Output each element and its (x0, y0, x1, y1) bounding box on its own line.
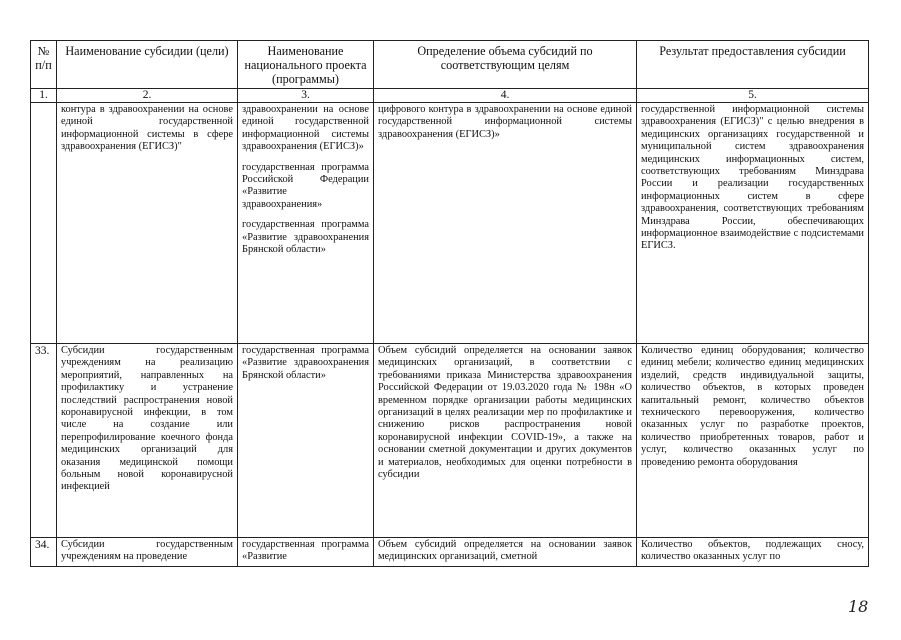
table-row (31, 538, 869, 567)
header-num: № п/п (31, 41, 57, 89)
project-cell (238, 344, 374, 538)
column-number: 2. (57, 89, 238, 103)
document-sheet (30, 40, 868, 567)
project-paragraph: государственная программа «Развитие (242, 539, 369, 563)
header-row (31, 41, 869, 89)
result-cell: Количество объектов, подлежащих сносу, количество оказанных услуг по (637, 538, 869, 567)
column-number: 1. (31, 89, 57, 103)
project-paragraph: государственная программа «Развитие здравоохранения Брянской области» (242, 219, 369, 256)
subsidy-name-cell: Субсидии государственным учреждениям на реализацию мероприятий, направленных на профилактику и устранение последствий распространения новой коронавирусной инфекции, в том числе на создание или перепрофилирование коечного фонда медицинских организаций для оказания медицинской помощи больным новой коронавирусной инфекцией (57, 344, 238, 538)
row-number: 34. (31, 538, 57, 567)
volume-cell: цифрового контура в здравоохранении на основе единой государственной информационной системы здравоохранения (ЕГИСЗ)» (374, 103, 637, 344)
column-number: 4. (374, 89, 637, 103)
project-paragraph: здравоохранении на основе единой государственной информационной системы здравоохранения (ЕГИСЗ)» (242, 104, 369, 153)
volume-cell: Объем субсидий определяется на основании заявок медицинских организаций, в соответствии с требованиями приказа Министерства здравоохранения Российской Федерации от 19.03.2020 года № 198н «О временном порядке организации работы медицинских организаций в целях реализации мер по профилактике и снижению рисков распространения новой коронавирусной инфекции COVID-19», а также на основании сметной документации и других документов и материалов, необходимых для оценки потребности в субсидии (374, 344, 637, 538)
page-number: 18 (848, 597, 869, 616)
table-row (31, 103, 869, 344)
column-number-row (31, 89, 869, 103)
project-cell (238, 103, 374, 344)
header-result: Результат предоставления субсидии (637, 41, 869, 89)
result-cell: государственной информационной системы здравоохранения (ЕГИСЗ)" с целью внедрения в медицинских организациях государственной и муниципальной систем здравоохранения медицинских информационных систем, соответствующих требованиям Минздрава России и реализации государственных информационных систем в сфере здравоохранения, соответствующих требованиям Минздрава России, обеспечивающих информационное взаимодействие с подсистемами ЕГИСЗ. (637, 103, 869, 344)
result-cell: Количество единиц оборудования; количество единиц мебели; количество единиц медицинских изделий, средств индивидуальной защиты, количество объектов, в которых проведен капитальный ремонт, количество объектов технического перевооружения, количество оказанных услуг по разработке проектов, количество приобретенных товаров, работ и услуг, количество оказанных услуг по проведению ремонта оборудования (637, 344, 869, 538)
project-cell (238, 538, 374, 567)
volume-cell: Объем субсидий определяется на основании заявок медицинских организаций, сметной (374, 538, 637, 567)
row-number (31, 103, 57, 344)
table-row (31, 344, 869, 538)
header-volume: Определение объема субсидий по соответствующим целям (374, 41, 637, 89)
row-number: 33. (31, 344, 57, 538)
subsidy-name-cell: Субсидии государственным учреждениям на проведение (57, 538, 238, 567)
header-project: Наименование национального проекта (программы) (238, 41, 374, 89)
subsidy-name-cell: контура в здравоохранении на основе единой государственной информационной системы в сфере здравоохранения (ЕГИСЗ)" (57, 103, 238, 344)
column-number: 5. (637, 89, 869, 103)
project-paragraph: государственная программа «Развитие здравоохранения Брянской области» (242, 345, 369, 381)
column-number: 3. (238, 89, 374, 103)
project-paragraph: государственная программа Российской Федерации «Развитие здравоохранения» (242, 161, 369, 210)
subsidy-table (30, 40, 869, 567)
header-subsidy-name: Наименование субсидии (цели) (57, 41, 238, 89)
